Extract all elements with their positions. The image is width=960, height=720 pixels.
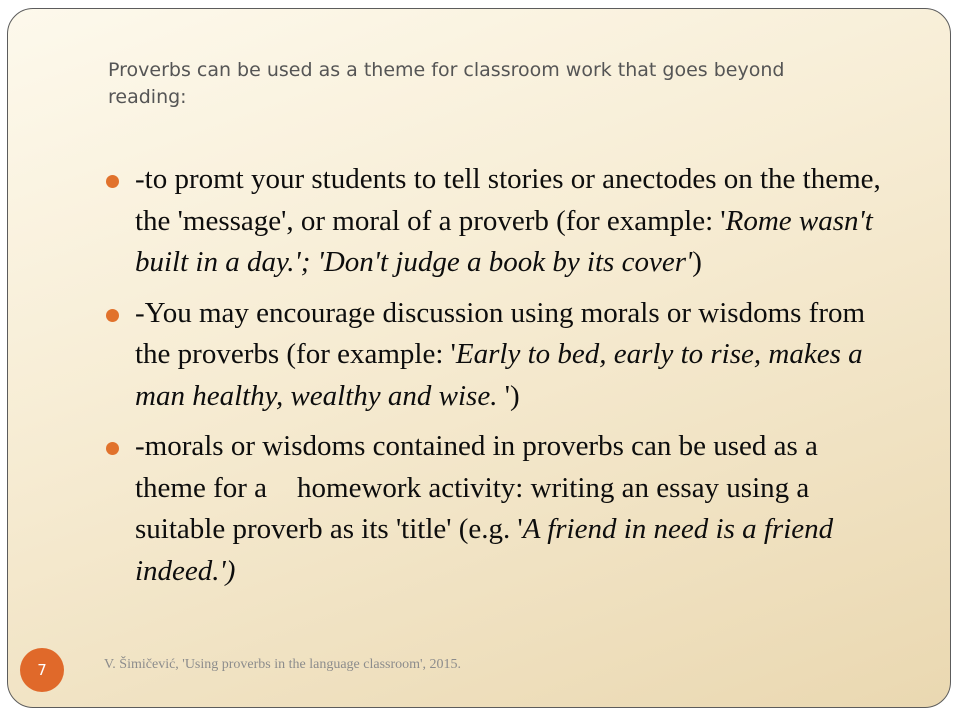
bullet-list xyxy=(106,159,896,601)
bullet-quote: Early to bed, early to rise, makes a man healthy, wealthy and wise. xyxy=(135,338,863,412)
bullet-text: -to promt your students to tell stories or anectodes on the theme, the 'message', or moral of a proverb (for example: ' xyxy=(135,163,881,237)
bullet-item xyxy=(106,159,896,284)
bullet-dot-icon xyxy=(106,309,119,322)
bullet-text: -You may encourage discussion using morals or wisdoms from the proverbs (for example: ' xyxy=(135,296,866,370)
bullet-text: homework activity: writing an essay using a suitable proverb as its 'title' (e.g. ' xyxy=(135,471,810,545)
bullet-dot-icon xyxy=(106,442,119,455)
page-number-badge: 7 xyxy=(20,648,64,692)
footer-citation: V. Šimičević, 'Using proverbs in the language classroom', 2015. xyxy=(104,657,462,672)
bullet-quote: Rome wasn't built in a day.'; ' xyxy=(135,204,873,278)
bullet-text: -morals or wisdoms contained in proverbs can be used as a theme for a xyxy=(135,430,818,504)
bullet-quote: A friend in need is a friend indeed.') xyxy=(135,513,834,587)
slide xyxy=(7,8,951,708)
slide-title: Proverbs can be used as a theme for classroom work that goes beyond reading: xyxy=(108,59,785,108)
bullet-item xyxy=(106,293,896,418)
bullet-dot-icon xyxy=(106,175,119,188)
bullet-text: ) xyxy=(692,246,702,278)
bullet-quote: Don't judge a book by its cover' xyxy=(323,246,693,278)
bullet-item xyxy=(106,426,896,592)
bullet-text: ') xyxy=(497,379,520,412)
